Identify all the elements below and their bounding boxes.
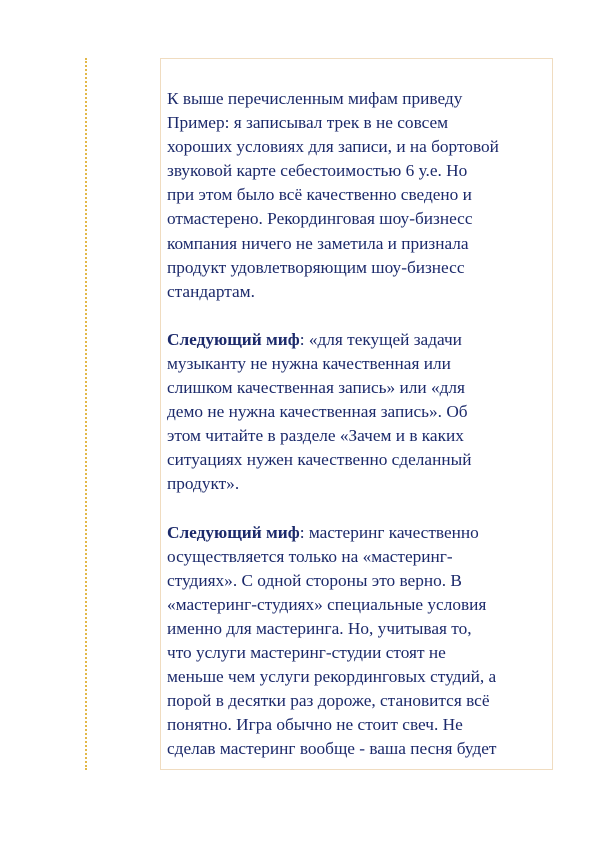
margin-rule (85, 58, 87, 770)
paragraph-1-text: К выше перечисленным мифам приведу Пример: я записывал трек в не совсем хороших условиях для записи, и на бортовой звуковой карте себестоимостью 6 у.е. Но при этом было всё качественно сведено и отмастерено. Рекординговая шоу-бизнесс компания ничего не заметила и признала продукт удовлетворяющим шоу-бизнесс стандартам. (167, 89, 499, 301)
paragraph-2-lead: Следующий миф (167, 329, 300, 349)
paragraph-3 (167, 521, 551, 762)
paragraph-1 (167, 87, 551, 304)
paragraph-2 (167, 328, 551, 497)
paragraph-3-text: : мастеринг качественно осуществляется только на «мастеринг- студиях». С одной стороны это верно. В «мастеринг-студиях» специальные условия именно для мастеринга. Но, учитывая то, что услуги мастеринг-студии стоят не меньше чем услуги рекординговых студий, а порой в десятки раз дороже, становится всё понятно. Игра обычно не стоит свеч. Не сделав мастеринг вообще - ваша песня будет (167, 522, 497, 759)
paragraph-gap (167, 497, 551, 521)
paragraph-gap (167, 304, 551, 328)
paragraph-2-text: : «для текущей задачи музыканту не нужна качественная или слишком качественная запись» или «для демо не нужна качественная запись». Об этом читайте в разделе «Зачем и в каких ситуациях нужен качественно сделанный продукт». (167, 329, 472, 494)
text-frame (160, 58, 553, 770)
paragraph-3-lead: Следующий миф (167, 522, 300, 542)
body-text (167, 87, 551, 761)
